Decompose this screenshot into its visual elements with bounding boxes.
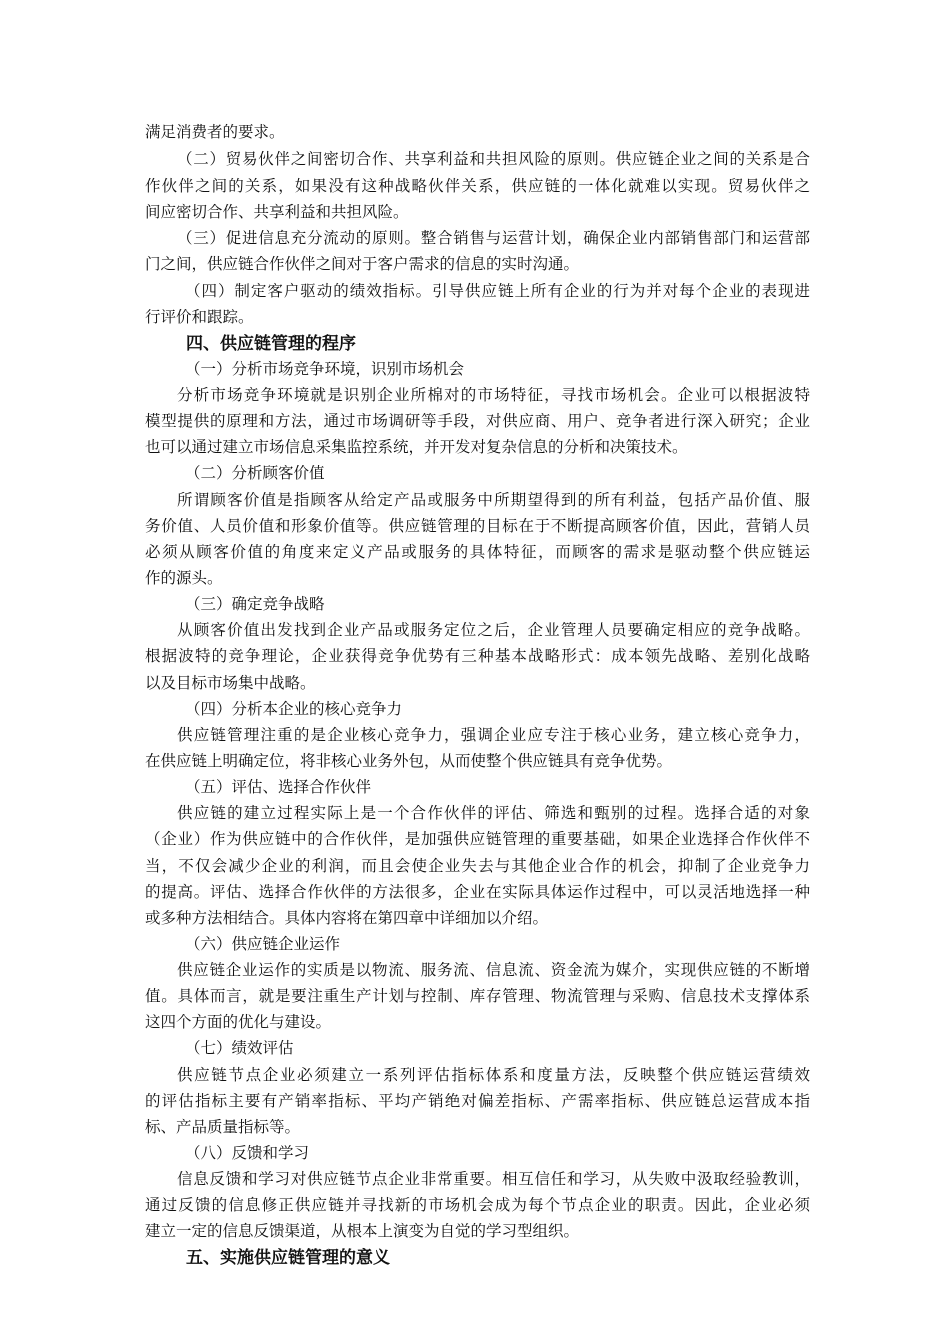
text-line: 间应密切合作、共享利益和共担风险。 (145, 203, 409, 221)
text-line: （三）促进信息充分流动的原则。整合销售与运营计划，确保企业内部销售部门和运营部 (177, 229, 810, 247)
text-line: 的提高。评估、选择合作伙伴的方法很多，企业在实际具体运作过程中，可以灵活地选择一种 (145, 883, 810, 901)
text-line: 的评估指标主要有产销率指标、平均产销绝对偏差指标、产需率指标、供应链总运营成本指 (145, 1092, 810, 1110)
text-line: 标、产品质量指标等。 (145, 1118, 301, 1136)
text-line: 作的源头。 (145, 569, 223, 587)
text-line: 必须从顾客价值的角度来定义产品或服务的具体特征，而顾客的需求是驱动整个供应链运 (145, 543, 810, 561)
section-heading-4: 四、供应链管理的程序 (186, 334, 356, 354)
text-line: 分析市场竞争环境就是识别企业所棉对的市场特征，寻找市场机会。企业可以根据波特 (177, 386, 810, 404)
subsection-heading: （四）分析本企业的核心竞争力 (185, 700, 403, 718)
text-line: 供应链企业运作的实质是以物流、服务流、信息流、资金流为媒介，实现供应链的不断增 (177, 961, 810, 979)
text-line: 建立一定的信息反馈渠道，从根本上演变为自觉的学习型组织。 (145, 1222, 580, 1240)
subsection-heading: （一）分析市场竞争环境，识别市场机会 (185, 360, 465, 378)
text-line: 这四个方面的优化与建设。 (145, 1013, 332, 1031)
subsection-heading: （七）绩效评估 (185, 1039, 294, 1057)
subsection-heading: （六）供应链企业运作 (185, 935, 341, 953)
text-line: 根据波特的竞争理论，企业获得竞争优势有三种基本战略形式：成本领先战略、差别化战略 (145, 647, 810, 665)
text-line: 也可以通过建立市场信息采集监控系统，并开发对复杂信息的分析和决策技术。 (145, 438, 688, 456)
text-line: 从顾客价值出发找到企业产品或服务定位之后，企业管理人员要确定相应的竞争战略。 (177, 621, 810, 639)
text-line: 当，不仅会减少企业的利润，而且会使企业失去与其他企业合作的机会，抑制了企业竞争力 (145, 857, 810, 875)
text-line: 供应链管理注重的是企业核心竞争力，强调企业应专注于核心业务，建立核心竞争力， (177, 726, 810, 744)
text-line: 值。具体而言，就是要注重生产计划与控制、库存管理、物流管理与采购、信息技术支撑体系 (145, 987, 810, 1005)
section-heading-5: 五、实施供应链管理的意义 (186, 1248, 390, 1268)
text-line: 信息反馈和学习对供应链节点企业非常重要。相互信任和学习，从失败中汲取经验教训， (177, 1170, 810, 1188)
text-line: 在供应链上明确定位，将非核心业务外包，从而使整个供应链具有竞争优势。 (145, 752, 673, 770)
text-line: （企业）作为供应链中的合作伙伴，是加强供应链管理的重要基础，如果企业选择合作伙伴不 (145, 830, 810, 848)
text-line: （四）制定客户驱动的绩效指标。引导供应链上所有企业的行为并对每个企业的表现进 (185, 282, 810, 300)
text-line: 所谓顾客价值是指顾客从给定产品或服务中所期望得到的所有利益，包括产品价值、服 (177, 491, 810, 509)
text-line: 满足消费者的要求。 (145, 123, 285, 141)
subsection-heading: （二）分析顾客价值 (185, 464, 325, 482)
text-line: （二）贸易伙伴之间密切合作、共享利益和共担风险的原则。供应链企业之间的关系是合 (177, 150, 810, 168)
text-line: 模型提供的原理和方法，通过市场调研等手段，对供应商、用户、竞争者进行深入研究；企业 (145, 412, 810, 430)
subsection-heading: （五）评估、选择合作伙伴 (185, 778, 372, 796)
subsection-heading: （三）确定竞争战略 (185, 595, 325, 613)
text-line: 或多种方法相结合。具体内容将在第四章中详细加以介绍。 (145, 909, 549, 927)
text-line: 以及目标市场集中战略。 (145, 674, 316, 692)
text-line: 行评价和跟踪。 (145, 308, 254, 326)
subsection-heading: （八）反馈和学习 (185, 1144, 310, 1162)
text-line: 门之间，供应链合作伙伴之间对于客户需求的信息的实时沟通。 (145, 255, 580, 273)
text-line: 通过反馈的信息修正供应链并寻找新的市场机会成为每个节点企业的职责。因此，企业必须 (145, 1196, 810, 1214)
text-line: 供应链的建立过程实际上是一个合作伙伴的评估、筛选和甄别的过程。选择合适的对象 (177, 804, 810, 822)
text-line: 供应链节点企业必须建立一系列评估指标体系和度量方法，反映整个供应链运营绩效 (177, 1066, 810, 1084)
text-line: 务价值、人员价值和形象价值等。供应链管理的目标在于不断提高顾客价值，因此，营销人员 (145, 517, 810, 535)
text-line: 作伙伴之间的关系，如果没有这种战略伙伴关系，供应链的一体化就难以实现。贸易伙伴之 (145, 177, 810, 195)
